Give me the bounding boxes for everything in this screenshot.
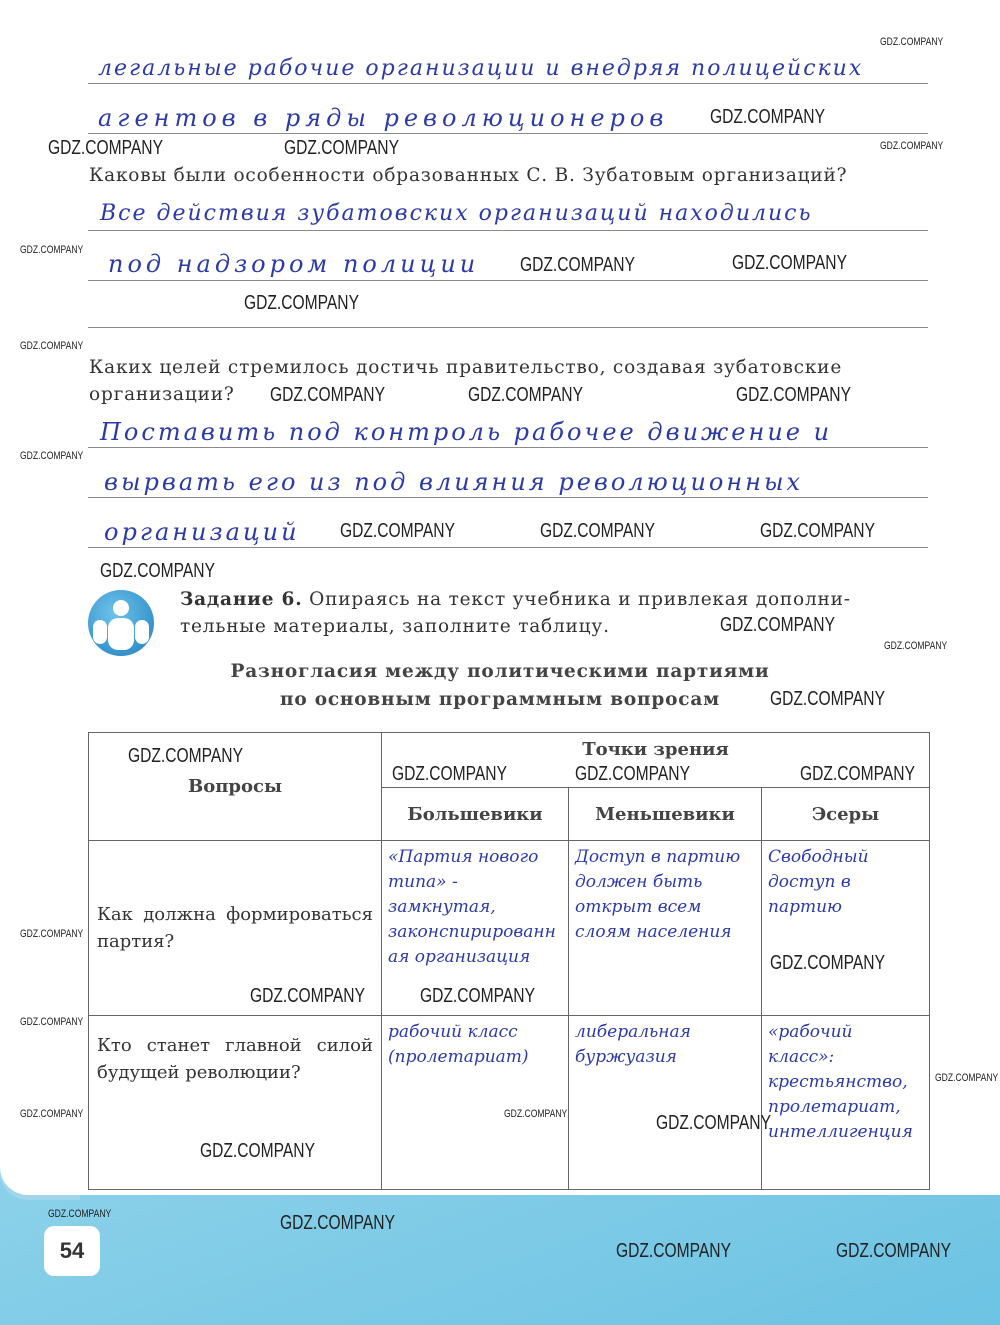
header-sr: Эсеры xyxy=(762,788,930,841)
ruled-line xyxy=(88,497,928,498)
answer-cell: «Партия нового типа» - замкнутая, законспирированная организация xyxy=(382,841,569,1016)
answer-cell: «рабочий класс»: крестьянство, пролетариат, интеллигенция xyxy=(762,1016,930,1190)
watermark: GDZ.COMPANY xyxy=(760,520,875,542)
row-question: Кто станет главной силой будущей революции? xyxy=(89,1016,382,1190)
handwritten-answer: Все действия зубатовских организаций находились xyxy=(100,201,813,226)
handwritten-answer: Поставить под контроль рабочее движение и xyxy=(100,418,833,446)
watermark: GDZ.COMPANY xyxy=(340,520,455,542)
watermark: GDZ.COMPANY xyxy=(280,1212,395,1234)
watermark: GDZ.COMPANY xyxy=(20,340,84,352)
watermark: GDZ.COMPANY xyxy=(736,384,851,406)
ruled-line xyxy=(88,547,928,548)
ruled-line xyxy=(88,133,928,134)
answer-cell: Свободный доступ в партию xyxy=(762,841,930,1016)
watermark: GDZ.COMPANY xyxy=(48,1208,112,1220)
ruled-line xyxy=(88,327,928,328)
watermark: GDZ.COMPANY xyxy=(250,985,365,1007)
page-number: 54 xyxy=(44,1226,100,1276)
watermark: GDZ.COMPANY xyxy=(836,1240,951,1262)
watermark: GDZ.COMPANY xyxy=(935,1072,999,1084)
watermark: GDZ.COMPANY xyxy=(20,450,84,462)
question-text: организации? xyxy=(89,384,235,405)
watermark: GDZ.COMPANY xyxy=(732,252,847,274)
watermark: GDZ.COMPANY xyxy=(575,763,690,785)
watermark: GDZ.COMPANY xyxy=(800,763,915,785)
handwritten-answer: вырвать его из под влияния революционных xyxy=(104,468,804,496)
watermark: GDZ.COMPANY xyxy=(540,520,655,542)
watermark: GDZ.COMPANY xyxy=(20,1108,84,1120)
watermark: GDZ.COMPANY xyxy=(20,244,84,256)
task-instruction xyxy=(180,586,851,613)
table-title: по основным программным вопросам xyxy=(280,689,720,710)
watermark: GDZ.COMPANY xyxy=(504,1108,568,1120)
header-bolsheviks: Большевики xyxy=(382,788,569,841)
watermark: GDZ.COMPANY xyxy=(656,1112,771,1134)
watermark: GDZ.COMPANY xyxy=(20,928,84,940)
task-text: тельные материалы, заполните таблицу. xyxy=(180,616,610,637)
table-row xyxy=(89,1016,930,1190)
ruled-line xyxy=(88,280,928,281)
header-questions: Вопросы xyxy=(89,733,382,841)
header-mensheviks: Меньшевики xyxy=(569,788,762,841)
watermark: GDZ.COMPANY xyxy=(20,1016,84,1028)
handwritten-answer: агентов в ряды революционеров xyxy=(98,104,669,132)
watermark: GDZ.COMPANY xyxy=(710,106,825,128)
watermark: GDZ.COMPANY xyxy=(392,763,507,785)
row-question: Как должна формироваться партия? xyxy=(89,841,382,1016)
answer-cell: либеральная буржуазия xyxy=(569,1016,762,1190)
task-label: Задание 6. xyxy=(180,589,303,610)
watermark: GDZ.COMPANY xyxy=(770,952,885,974)
handwritten-answer: организаций xyxy=(104,518,300,546)
watermark: GDZ.COMPANY xyxy=(468,384,583,406)
watermark: GDZ.COMPANY xyxy=(48,137,163,159)
watermark: GDZ.COMPANY xyxy=(270,384,385,406)
watermark: GDZ.COMPANY xyxy=(128,745,243,767)
watermark: GDZ.COMPANY xyxy=(420,985,535,1007)
task-text: Опираясь на текст учебника и привлекая дополни- xyxy=(309,589,851,610)
header-views: Точки зрения xyxy=(382,733,930,788)
watermark: GDZ.COMPANY xyxy=(200,1140,315,1162)
table-title: Разногласия между политическими партиями xyxy=(230,661,770,682)
watermark: GDZ.COMPANY xyxy=(720,614,835,636)
answer-cell: Доступ в партию должен быть открыт всем слоям населения xyxy=(569,841,762,1016)
watermark: GDZ.COMPANY xyxy=(880,36,944,48)
question-text: Каковы были особенности образованных С. В. Зубатовым организаций? xyxy=(89,165,848,186)
ruled-line xyxy=(88,83,928,84)
watermark: GDZ.COMPANY xyxy=(884,640,948,652)
ruled-line xyxy=(88,447,928,448)
answer-cell: рабочий класс (пролетариат) xyxy=(382,1016,569,1190)
watermark: GDZ.COMPANY xyxy=(880,140,944,152)
group-work-icon xyxy=(88,590,154,656)
handwritten-answer: под надзором полиции xyxy=(108,250,480,278)
watermark: GDZ.COMPANY xyxy=(284,137,399,159)
watermark: GDZ.COMPANY xyxy=(244,292,359,314)
watermark: GDZ.COMPANY xyxy=(770,688,885,710)
watermark: GDZ.COMPANY xyxy=(616,1240,731,1262)
ruled-line xyxy=(88,230,928,231)
question-text: Каких целей стремилось достичь правительство, создавая зубатовские xyxy=(89,357,843,378)
watermark: GDZ.COMPANY xyxy=(100,560,215,582)
watermark: GDZ.COMPANY xyxy=(520,254,635,276)
handwritten-answer: легальные рабочие организации и внедряя полицейских xyxy=(98,56,864,81)
